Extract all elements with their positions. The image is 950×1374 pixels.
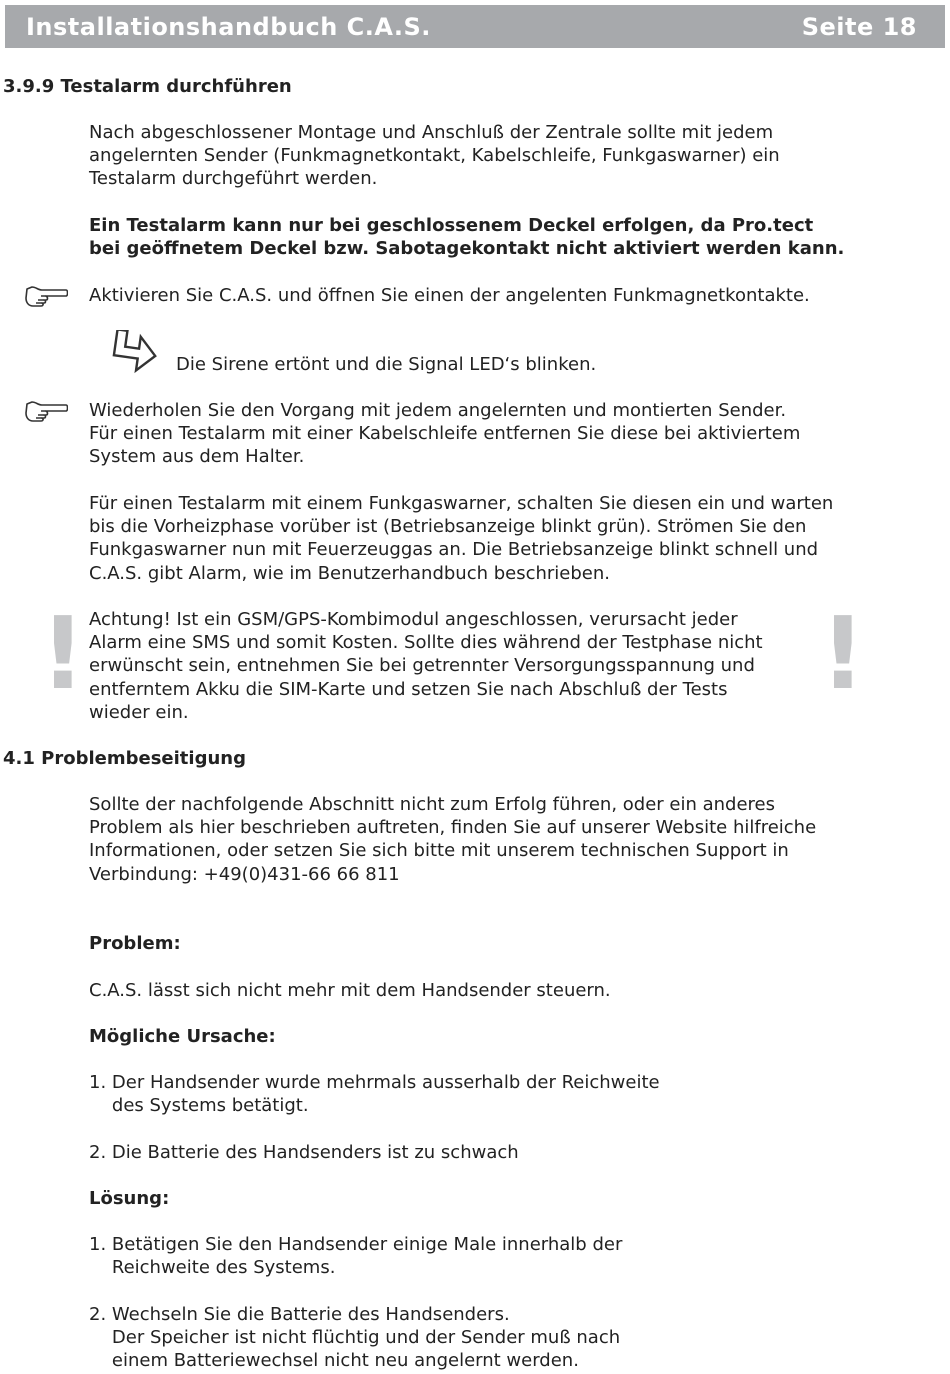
cause-item-2: 2. Die Batterie des Handsenders ist zu schwach [89,1142,519,1163]
gas-warner-paragraph: Für einen Testalarm mit einem Funkgaswarner, schalten Sie diesen ein und warten bis die Vorheizphase vorüber ist (Betriebsanzeige blinkt grün). Strömen Sie den Funkgaswarner nun mit Feuerzeuggas an. Die Betriebsanzeige blinkt schnell und C.A.S. gibt Alarm, wie im Benutzerhandbuch beschrieben. [89,493,834,584]
problem-label: Problem: [89,933,181,954]
testalarm-bold-note: Ein Testalarm kann nur bei geschlossenem Deckel erfolgen, da Pro.tect bei geöffnetem Deckel bzw. Sabotagekontakt nicht aktiviert werden kann. [89,215,845,260]
testalarm-intro: Nach abgeschlossener Montage und Anschluß der Zentrale sollte mit jedem angelernten Sender (Funkmagnetkontakt, Kabelschleife, Funkgaswarner) ein Testalarm durchgeführt werden. [89,122,780,190]
manual-title: Installationshandbuch C.A.S. [26,13,431,41]
solution-label: Lösung: [89,1188,170,1209]
step-repeat: Wiederholen Sie den Vorgang mit jedem angelernten und montierten Sender. Für einen Testalarm mit einer Kabelschleife entfernen Sie diese bei aktiviertem System aus dem Halter. [89,400,801,468]
solution-item-1: 1. Betätigen Sie den Handsender einige Male innerhalb der Reichweite des Systems. [89,1234,623,1279]
result-siren: Die Sirene ertönt und die Signal LED‘s blinken. [176,354,597,375]
exclamation-icon: ! [820,595,866,712]
page-number: Seite 18 [801,13,917,41]
pointing-hand-icon [24,399,68,425]
solution-item-2: 2. Wechseln Sie die Batterie des Handsenders. Der Speicher ist nicht flüchtig und der Sender muß nach einem Batteriewechsel nicht neu angelernt werden. [89,1304,621,1372]
page-header [5,5,945,48]
step-activate: Aktivieren Sie C.A.S. und öffnen Sie einen der angelenten Funkmagnetkontakte. [89,285,810,306]
exclamation-icon: ! [40,595,86,712]
cause-label: Mögliche Ursache: [89,1026,276,1047]
problem-text: C.A.S. lässt sich nicht mehr mit dem Handsender steuern. [89,980,611,1001]
cause-item-1: 1. Der Handsender wurde mehrmals ausserhalb der Reichweite des Systems betätigt. [89,1072,660,1117]
section-heading-problem: 4.1 Problembeseitigung [3,748,246,769]
section-heading-testalarm: 3.9.9 Testalarm durchführen [3,76,292,97]
pointing-hand-icon [24,284,68,310]
result-arrow-icon [110,330,158,382]
problem-intro: Sollte der nachfolgende Abschnitt nicht zum Erfolg führen, oder ein anderes Problem als hier beschrieben auftreten, finden Sie auf unserer Website hilfreiche Informationen, oder setzen Sie sich bitte mit unserem technischen Support in Verbindung: +49(0)431-66 66 811 [89,794,817,885]
warning-paragraph: Achtung! Ist ein GSM/GPS-Kombimodul angeschlossen, verursacht jeder Alarm eine SMS und somit Kosten. Sollte dies während der Testphase nicht erwünscht sein, entnehmen Sie bei getrennter Versorgungsspannung und entferntem Akku die SIM-Karte und setzen Sie nach Abschluß der Tests wieder ein. [89,609,763,723]
